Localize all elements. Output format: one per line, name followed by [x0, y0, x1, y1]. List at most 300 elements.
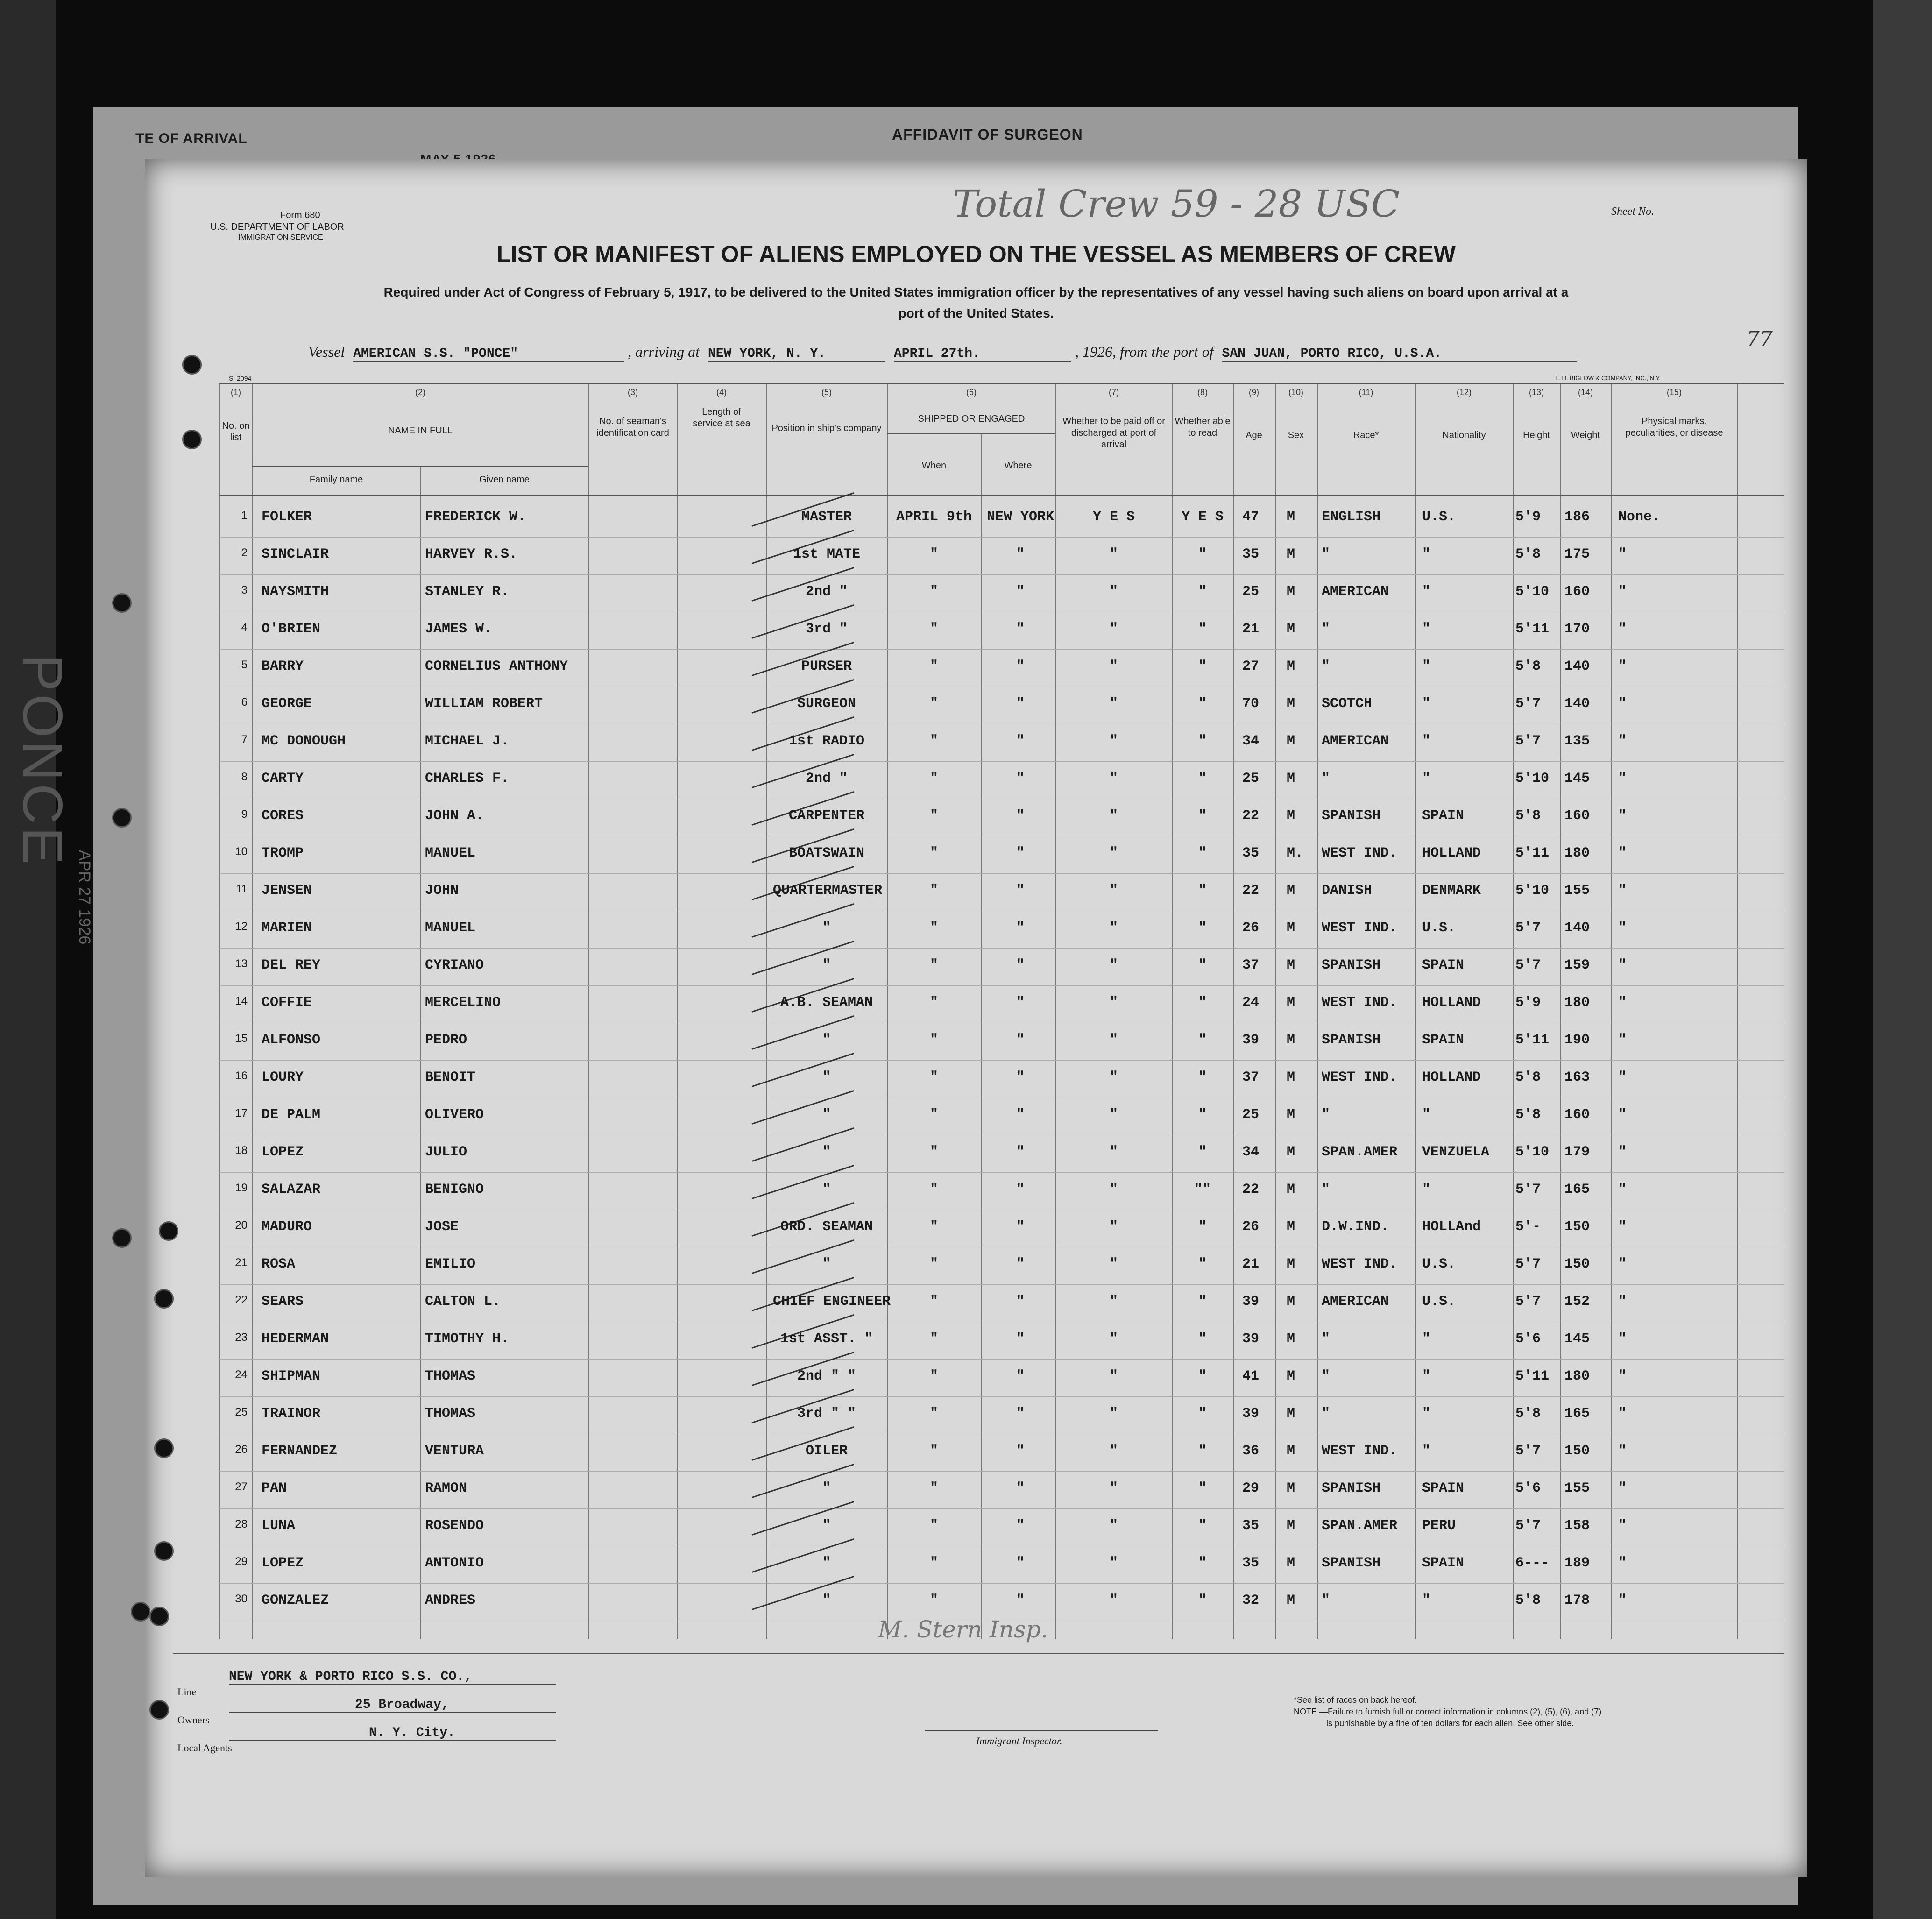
sex-cell: M [1287, 621, 1295, 637]
sex-cell: M [1287, 1182, 1295, 1197]
height-cell: 5'9 [1515, 995, 1541, 1011]
sex-cell: M [1287, 1406, 1295, 1422]
col12-header: Nationality [1442, 430, 1486, 440]
able-to-read-cell: " [1198, 995, 1207, 1011]
list-number-cell: 18 [235, 1144, 248, 1157]
position-cell: " [822, 1032, 831, 1048]
shipped-when-cell: " [929, 546, 938, 562]
family-name-cell: DEL REY [262, 957, 321, 973]
list-number-cell: 27 [235, 1480, 248, 1493]
position-cell: " [822, 1107, 831, 1123]
col6b-header: Where [1004, 460, 1032, 471]
physical-marks-cell: " [1618, 808, 1627, 824]
age-cell: 39 [1242, 1331, 1260, 1347]
weight-cell: 155 [1564, 1480, 1590, 1496]
sex-cell: M [1287, 920, 1295, 936]
height-cell: 5'- [1515, 1219, 1541, 1235]
family-name-cell: PAN [262, 1480, 287, 1496]
family-name-cell: ALFONSO [262, 1032, 321, 1048]
position-cell: 3rd " [805, 621, 848, 637]
age-cell: 35 [1242, 845, 1260, 861]
shipped-when-cell: " [929, 1032, 938, 1048]
nationality-cell: SPAIN [1422, 808, 1465, 824]
owners-label: Owners [177, 1714, 210, 1726]
table-row [219, 500, 1784, 538]
header-rule [252, 466, 588, 467]
shipped-where-cell: " [1016, 1593, 1025, 1608]
nationality-cell: HOLLAND [1422, 845, 1481, 861]
age-cell: 24 [1242, 995, 1260, 1011]
position-cell: " [822, 1256, 831, 1272]
race-cell: " [1322, 1107, 1330, 1123]
height-cell: 5'10 [1515, 771, 1550, 786]
age-cell: 70 [1242, 696, 1260, 712]
nationality-cell: " [1422, 696, 1431, 712]
paid-off-cell: " [1109, 1443, 1118, 1459]
punch-hole [182, 355, 202, 375]
list-number-cell: 23 [235, 1331, 248, 1344]
shipped-where-cell: " [1016, 696, 1025, 712]
punch-hole [182, 430, 202, 449]
shipped-where-cell: " [1016, 1294, 1025, 1310]
sex-cell: M [1287, 1256, 1295, 1272]
given-name-cell: HARVEY R.S. [425, 546, 518, 562]
list-number-cell: 12 [235, 920, 248, 933]
given-name-cell: ANDRES [425, 1593, 476, 1608]
family-name-cell: HEDERMAN [262, 1331, 329, 1347]
weight-cell: 140 [1564, 920, 1590, 936]
shipped-when-cell: " [929, 733, 938, 749]
height-cell: 5'8 [1515, 546, 1541, 562]
header-rule [219, 495, 1784, 496]
race-cell: SPANISH [1322, 957, 1381, 973]
nationality-cell: " [1422, 1182, 1431, 1197]
shipped-where-cell: NEW YORK [986, 509, 1054, 525]
header-rule [219, 383, 1784, 384]
given-name-cell: CALTON L. [425, 1294, 501, 1310]
age-cell: 47 [1242, 509, 1260, 525]
col14-header: Weight [1571, 430, 1600, 440]
col15-header: Physical marks, peculiarities, or disease [1625, 416, 1723, 438]
shipped-when-cell: " [929, 1069, 938, 1085]
list-number-cell: 21 [235, 1256, 248, 1269]
height-cell: 5'10 [1515, 584, 1550, 600]
race-cell: " [1322, 1331, 1330, 1347]
age-cell: 37 [1242, 1069, 1260, 1085]
weight-cell: 180 [1564, 995, 1590, 1011]
table-row [219, 799, 1784, 836]
shipped-where-cell: " [1016, 771, 1025, 786]
weight-cell: 160 [1564, 808, 1590, 824]
list-number-cell: 20 [235, 1219, 248, 1232]
col14-number: (14) [1578, 388, 1593, 397]
able-to-read-cell: " [1198, 1032, 1207, 1048]
shipped-when-cell: " [929, 1107, 938, 1123]
able-to-read-cell: " [1198, 771, 1207, 786]
sex-cell: M [1287, 584, 1295, 600]
nationality-cell: DENMARK [1422, 883, 1481, 899]
shipped-when-cell: APRIL 9th [896, 509, 972, 525]
manifest-subtitle-line1: Required under Act of Congress of February 5, 1917, to be delivered to the United States immigration officer by the representatives of any vessel having such aliens on board upon arrival at a [383, 285, 1569, 299]
family-name-cell: LOURY [262, 1069, 304, 1085]
sex-cell: M [1287, 1144, 1295, 1160]
paid-off-cell: " [1109, 957, 1118, 973]
able-to-read-cell: " [1198, 696, 1207, 712]
age-cell: 32 [1242, 1593, 1260, 1608]
department-name: U.S. DEPARTMENT OF LABOR [210, 222, 344, 232]
position-cell: ORD. SEAMAN [780, 1219, 873, 1235]
shipped-when-cell: " [929, 808, 938, 824]
col1-number: (1) [231, 388, 241, 397]
table-row [219, 1546, 1784, 1584]
weight-cell: 170 [1564, 621, 1590, 637]
weight-cell: 150 [1564, 1219, 1590, 1235]
position-cell: " [822, 1593, 831, 1608]
position-cell: 3rd " " [797, 1406, 856, 1422]
age-cell: 41 [1242, 1368, 1260, 1384]
weight-cell: 159 [1564, 957, 1590, 973]
paid-off-cell: " [1109, 696, 1118, 712]
family-name-cell: TROMP [262, 845, 304, 861]
table-row [219, 1098, 1784, 1135]
col2a-header: Family name [309, 474, 363, 485]
given-name-cell: WILLIAM ROBERT [425, 696, 543, 712]
table-row [219, 687, 1784, 724]
height-cell: 5'9 [1515, 509, 1541, 525]
family-name-cell: MADURO [262, 1219, 312, 1235]
shipped-when-cell: " [929, 883, 938, 899]
position-cell: CHIEF ENGINEER [773, 1294, 891, 1310]
punch-hole [149, 1607, 169, 1626]
shipped-where-cell: " [1016, 883, 1025, 899]
physical-marks-cell: " [1618, 771, 1627, 786]
paid-off-cell: " [1109, 1294, 1118, 1310]
affidavit-label: AFFIDAVIT OF SURGEON [892, 126, 1083, 143]
family-name-cell: LOPEZ [262, 1555, 304, 1571]
race-cell: SPAN.AMER [1322, 1518, 1398, 1534]
given-name-cell: ROSENDO [425, 1518, 484, 1534]
position-cell: OILER [805, 1443, 848, 1459]
inspector-signature: M. Stern Insp. [878, 1616, 1048, 1643]
nationality-cell: " [1422, 771, 1431, 786]
able-to-read-cell: " [1198, 1368, 1207, 1384]
given-name-cell: TIMOTHY H. [425, 1331, 510, 1347]
paid-off-cell: " [1109, 995, 1118, 1011]
age-cell: 35 [1242, 1518, 1260, 1534]
footnote-penalty-2: is punishable by a fine of ten dollars for each alien. See other side. [1326, 1719, 1574, 1728]
col7-number: (7) [1109, 388, 1119, 397]
given-name-cell: MANUEL [425, 920, 476, 936]
shipped-when-cell: " [929, 1219, 938, 1235]
physical-marks-cell: " [1618, 1069, 1627, 1085]
shipped-when-cell: " [929, 1294, 938, 1310]
position-cell: A.B. SEAMAN [780, 995, 873, 1011]
nationality-cell: SPAIN [1422, 1555, 1465, 1571]
weight-cell: 140 [1564, 696, 1590, 712]
age-cell: 36 [1242, 1443, 1260, 1459]
family-name-cell: BARRY [262, 659, 304, 674]
nationality-cell: SPAIN [1422, 1032, 1465, 1048]
table-row [219, 537, 1784, 575]
punch-hole [159, 1221, 178, 1241]
age-cell: 21 [1242, 621, 1260, 637]
age-cell: 22 [1242, 883, 1260, 899]
height-cell: 5'7 [1515, 1256, 1541, 1272]
col6a-header: When [921, 460, 947, 471]
physical-marks-cell: " [1618, 546, 1627, 562]
family-name-cell: O'BRIEN [262, 621, 321, 637]
shipped-when-cell: " [929, 696, 938, 712]
manifest-subtitle-line2: port of the United States. [898, 306, 1054, 320]
race-cell: WEST IND. [1322, 845, 1398, 861]
given-name-cell: MICHAEL J. [425, 733, 510, 749]
family-name-cell: CARTY [262, 771, 304, 786]
position-cell: 2nd " [805, 584, 848, 600]
height-cell: 5'7 [1515, 1182, 1541, 1197]
sex-cell: M [1287, 509, 1295, 525]
sex-cell: M [1287, 1032, 1295, 1048]
sheet-number-label: Sheet No. [1611, 205, 1654, 218]
family-name-cell: SINCLAIR [262, 546, 329, 562]
race-cell: SPANISH [1322, 1032, 1381, 1048]
paid-off-cell: " [1109, 883, 1118, 899]
list-number-cell: 26 [235, 1443, 248, 1456]
sex-cell: M [1287, 1219, 1295, 1235]
nationality-cell: " [1422, 1368, 1431, 1384]
weight-cell: 145 [1564, 1331, 1590, 1347]
race-cell: SPANISH [1322, 1555, 1381, 1571]
height-cell: 5'10 [1515, 1144, 1550, 1160]
race-cell: " [1322, 1593, 1330, 1608]
shipped-where-cell: " [1016, 733, 1025, 749]
physical-marks-cell: " [1618, 845, 1627, 861]
col2-header: NAME IN FULL [388, 425, 453, 436]
shipped-where-cell: " [1016, 920, 1025, 936]
sex-cell: M [1287, 1331, 1295, 1347]
position-cell: " [822, 1480, 831, 1496]
table-row [219, 873, 1784, 911]
paid-off-cell: " [1109, 1069, 1118, 1085]
given-name-cell: THOMAS [425, 1406, 476, 1422]
height-cell: 5'6 [1515, 1480, 1541, 1496]
height-cell: 5'8 [1515, 1069, 1541, 1085]
shipped-where-cell: " [1016, 1256, 1025, 1272]
table-row [219, 948, 1784, 986]
race-cell: " [1322, 546, 1330, 562]
able-to-read-cell: Y E S [1181, 509, 1224, 525]
position-cell: CARPENTER [788, 808, 865, 824]
shipped-when-cell: " [929, 1256, 938, 1272]
physical-marks-cell: " [1618, 1406, 1627, 1422]
race-cell: WEST IND. [1322, 1069, 1398, 1085]
age-cell: 35 [1242, 546, 1260, 562]
col15-number: (15) [1666, 388, 1682, 397]
position-cell: 1st RADIO [788, 733, 865, 749]
age-cell: 25 [1242, 584, 1260, 600]
able-to-read-cell: " [1198, 1256, 1207, 1272]
physical-marks-cell: " [1618, 883, 1627, 899]
shipped-where-cell: " [1016, 995, 1025, 1011]
family-name-cell: DE PALM [262, 1107, 321, 1123]
list-number-cell: 14 [235, 995, 248, 1007]
nationality-cell: " [1422, 659, 1431, 674]
able-to-read-cell: " [1198, 659, 1207, 674]
able-to-read-cell: " [1198, 957, 1207, 973]
height-cell: 5'6 [1515, 1331, 1541, 1347]
height-cell: 5'7 [1515, 696, 1541, 712]
col4-number: (4) [716, 388, 727, 397]
family-name-cell: LUNA [262, 1518, 296, 1534]
col5-number: (5) [821, 388, 832, 397]
height-cell: 5'7 [1515, 957, 1541, 973]
paid-off-cell: " [1109, 1107, 1118, 1123]
col4-header: Length of service at sea [693, 407, 750, 429]
given-name-cell: FREDERICK W. [425, 509, 526, 525]
table-row [219, 1471, 1784, 1509]
sex-cell: M [1287, 1555, 1295, 1571]
given-name-cell: OLIVERO [425, 1107, 484, 1123]
punch-hole [112, 1228, 132, 1248]
given-name-cell: MERCELINO [425, 995, 501, 1011]
punch-hole [154, 1541, 174, 1561]
given-name-cell: CORNELIUS ANTHONY [425, 659, 568, 674]
form-number: Form 680 [280, 210, 320, 220]
weight-cell: 150 [1564, 1256, 1590, 1272]
position-cell: " [822, 1518, 831, 1534]
physical-marks-cell: " [1618, 957, 1627, 973]
weight-cell: 189 [1564, 1555, 1590, 1571]
age-cell: 21 [1242, 1256, 1260, 1272]
paid-off-cell: " [1109, 1032, 1118, 1048]
list-number-cell: 6 [241, 696, 248, 708]
race-cell: " [1322, 771, 1330, 786]
table-row [219, 612, 1784, 650]
given-name-cell: JULIO [425, 1144, 467, 1160]
family-name-cell: LOPEZ [262, 1144, 304, 1160]
able-to-read-cell: " [1198, 1593, 1207, 1608]
table-row [219, 1508, 1784, 1546]
able-to-read-cell: " [1198, 1331, 1207, 1347]
weight-cell: 165 [1564, 1182, 1590, 1197]
list-number-cell: 13 [235, 957, 248, 970]
list-number-cell: 5 [241, 659, 248, 671]
paid-off-cell: " [1109, 1144, 1118, 1160]
table-row [219, 1396, 1784, 1434]
family-name-cell: ROSA [262, 1256, 296, 1272]
table-row [219, 724, 1784, 762]
shipped-where-cell: " [1016, 845, 1025, 861]
list-number-cell: 24 [235, 1368, 248, 1381]
shipped-where-cell: " [1016, 546, 1025, 562]
list-number-cell: 3 [241, 584, 248, 596]
age-cell: 27 [1242, 659, 1260, 674]
able-to-read-cell: " [1198, 584, 1207, 600]
paid-off-cell: " [1109, 1518, 1118, 1534]
paid-off-cell: Y E S [1092, 509, 1135, 525]
service-name: IMMIGRATION SERVICE [238, 234, 323, 241]
family-name-cell: FOLKER [262, 509, 312, 525]
position-cell: " [822, 1069, 831, 1085]
shipped-where-cell: " [1016, 1518, 1025, 1534]
table-row [219, 1023, 1784, 1061]
shipped-when-cell: " [929, 1443, 938, 1459]
sex-cell: M [1287, 1069, 1295, 1085]
family-name-cell: MARIEN [262, 920, 312, 936]
list-number-cell: 9 [241, 808, 248, 821]
physical-marks-cell: " [1618, 1219, 1627, 1235]
physical-marks-cell: " [1618, 1593, 1627, 1608]
shipped-when-cell: " [929, 659, 938, 674]
shipped-where-cell: " [1016, 1406, 1025, 1422]
weight-cell: 178 [1564, 1593, 1590, 1608]
table-row [219, 1583, 1784, 1621]
position-cell: " [822, 920, 831, 936]
able-to-read-cell: " [1198, 1518, 1207, 1534]
given-name-cell: RAMON [425, 1480, 467, 1496]
crew-table [219, 383, 1784, 1644]
weight-cell: 180 [1564, 845, 1590, 861]
paid-off-cell: " [1109, 1219, 1118, 1235]
sex-cell: M [1287, 733, 1295, 749]
family-name-cell: TRAINOR [262, 1406, 321, 1422]
col9-header: Age [1246, 430, 1262, 440]
age-cell: 22 [1242, 1182, 1260, 1197]
age-cell: 39 [1242, 1294, 1260, 1310]
col9-number: (9) [1249, 388, 1259, 397]
agents-label: Local Agents [177, 1742, 232, 1754]
sex-cell: M [1287, 1368, 1295, 1384]
shipped-where-cell: " [1016, 659, 1025, 674]
race-cell: SCOTCH [1322, 696, 1373, 712]
nationality-cell: HOLLAND [1422, 995, 1481, 1011]
able-to-read-cell: " [1198, 1480, 1207, 1496]
height-cell: 5'8 [1515, 659, 1541, 674]
position-cell: " [822, 1182, 831, 1197]
vessel-label: Vessel [308, 343, 345, 360]
nationality-cell: VENZUELA [1422, 1144, 1490, 1160]
shipped-when-cell: " [929, 1555, 938, 1571]
given-name-cell: VENTURA [425, 1443, 484, 1459]
col2b-header: Given name [479, 474, 530, 485]
physical-marks-cell: " [1618, 1182, 1627, 1197]
physical-marks-cell: " [1618, 1480, 1627, 1496]
table-row [219, 649, 1784, 687]
list-number-cell: 17 [235, 1107, 248, 1119]
col11-number: (11) [1359, 388, 1373, 397]
family-name-cell: COFFIE [262, 995, 312, 1011]
paid-off-cell: " [1109, 808, 1118, 824]
sex-cell: M [1287, 696, 1295, 712]
col6-number: (6) [966, 388, 977, 397]
race-cell: " [1322, 659, 1330, 674]
list-number-cell: 16 [235, 1069, 248, 1082]
table-row [219, 836, 1784, 874]
vessel-name: AMERICAN S.S. "PONCE" [353, 347, 624, 362]
race-cell: " [1322, 1368, 1330, 1384]
nationality-cell: U.S. [1422, 509, 1456, 525]
race-cell: WEST IND. [1322, 1443, 1398, 1459]
weight-cell: 155 [1564, 883, 1590, 899]
nationality-cell: U.S. [1422, 1294, 1456, 1310]
weight-cell: 165 [1564, 1406, 1590, 1422]
shipped-where-cell: " [1016, 1144, 1025, 1160]
sex-cell: M [1287, 771, 1295, 786]
weight-cell: 140 [1564, 659, 1590, 674]
punch-hole [112, 593, 132, 613]
nationality-cell: " [1422, 621, 1431, 637]
manifest-title: LIST OR MANIFEST OF ALIENS EMPLOYED ON THE VESSEL AS MEMBERS OF CREW [496, 241, 1456, 267]
age-cell: 26 [1242, 1219, 1260, 1235]
